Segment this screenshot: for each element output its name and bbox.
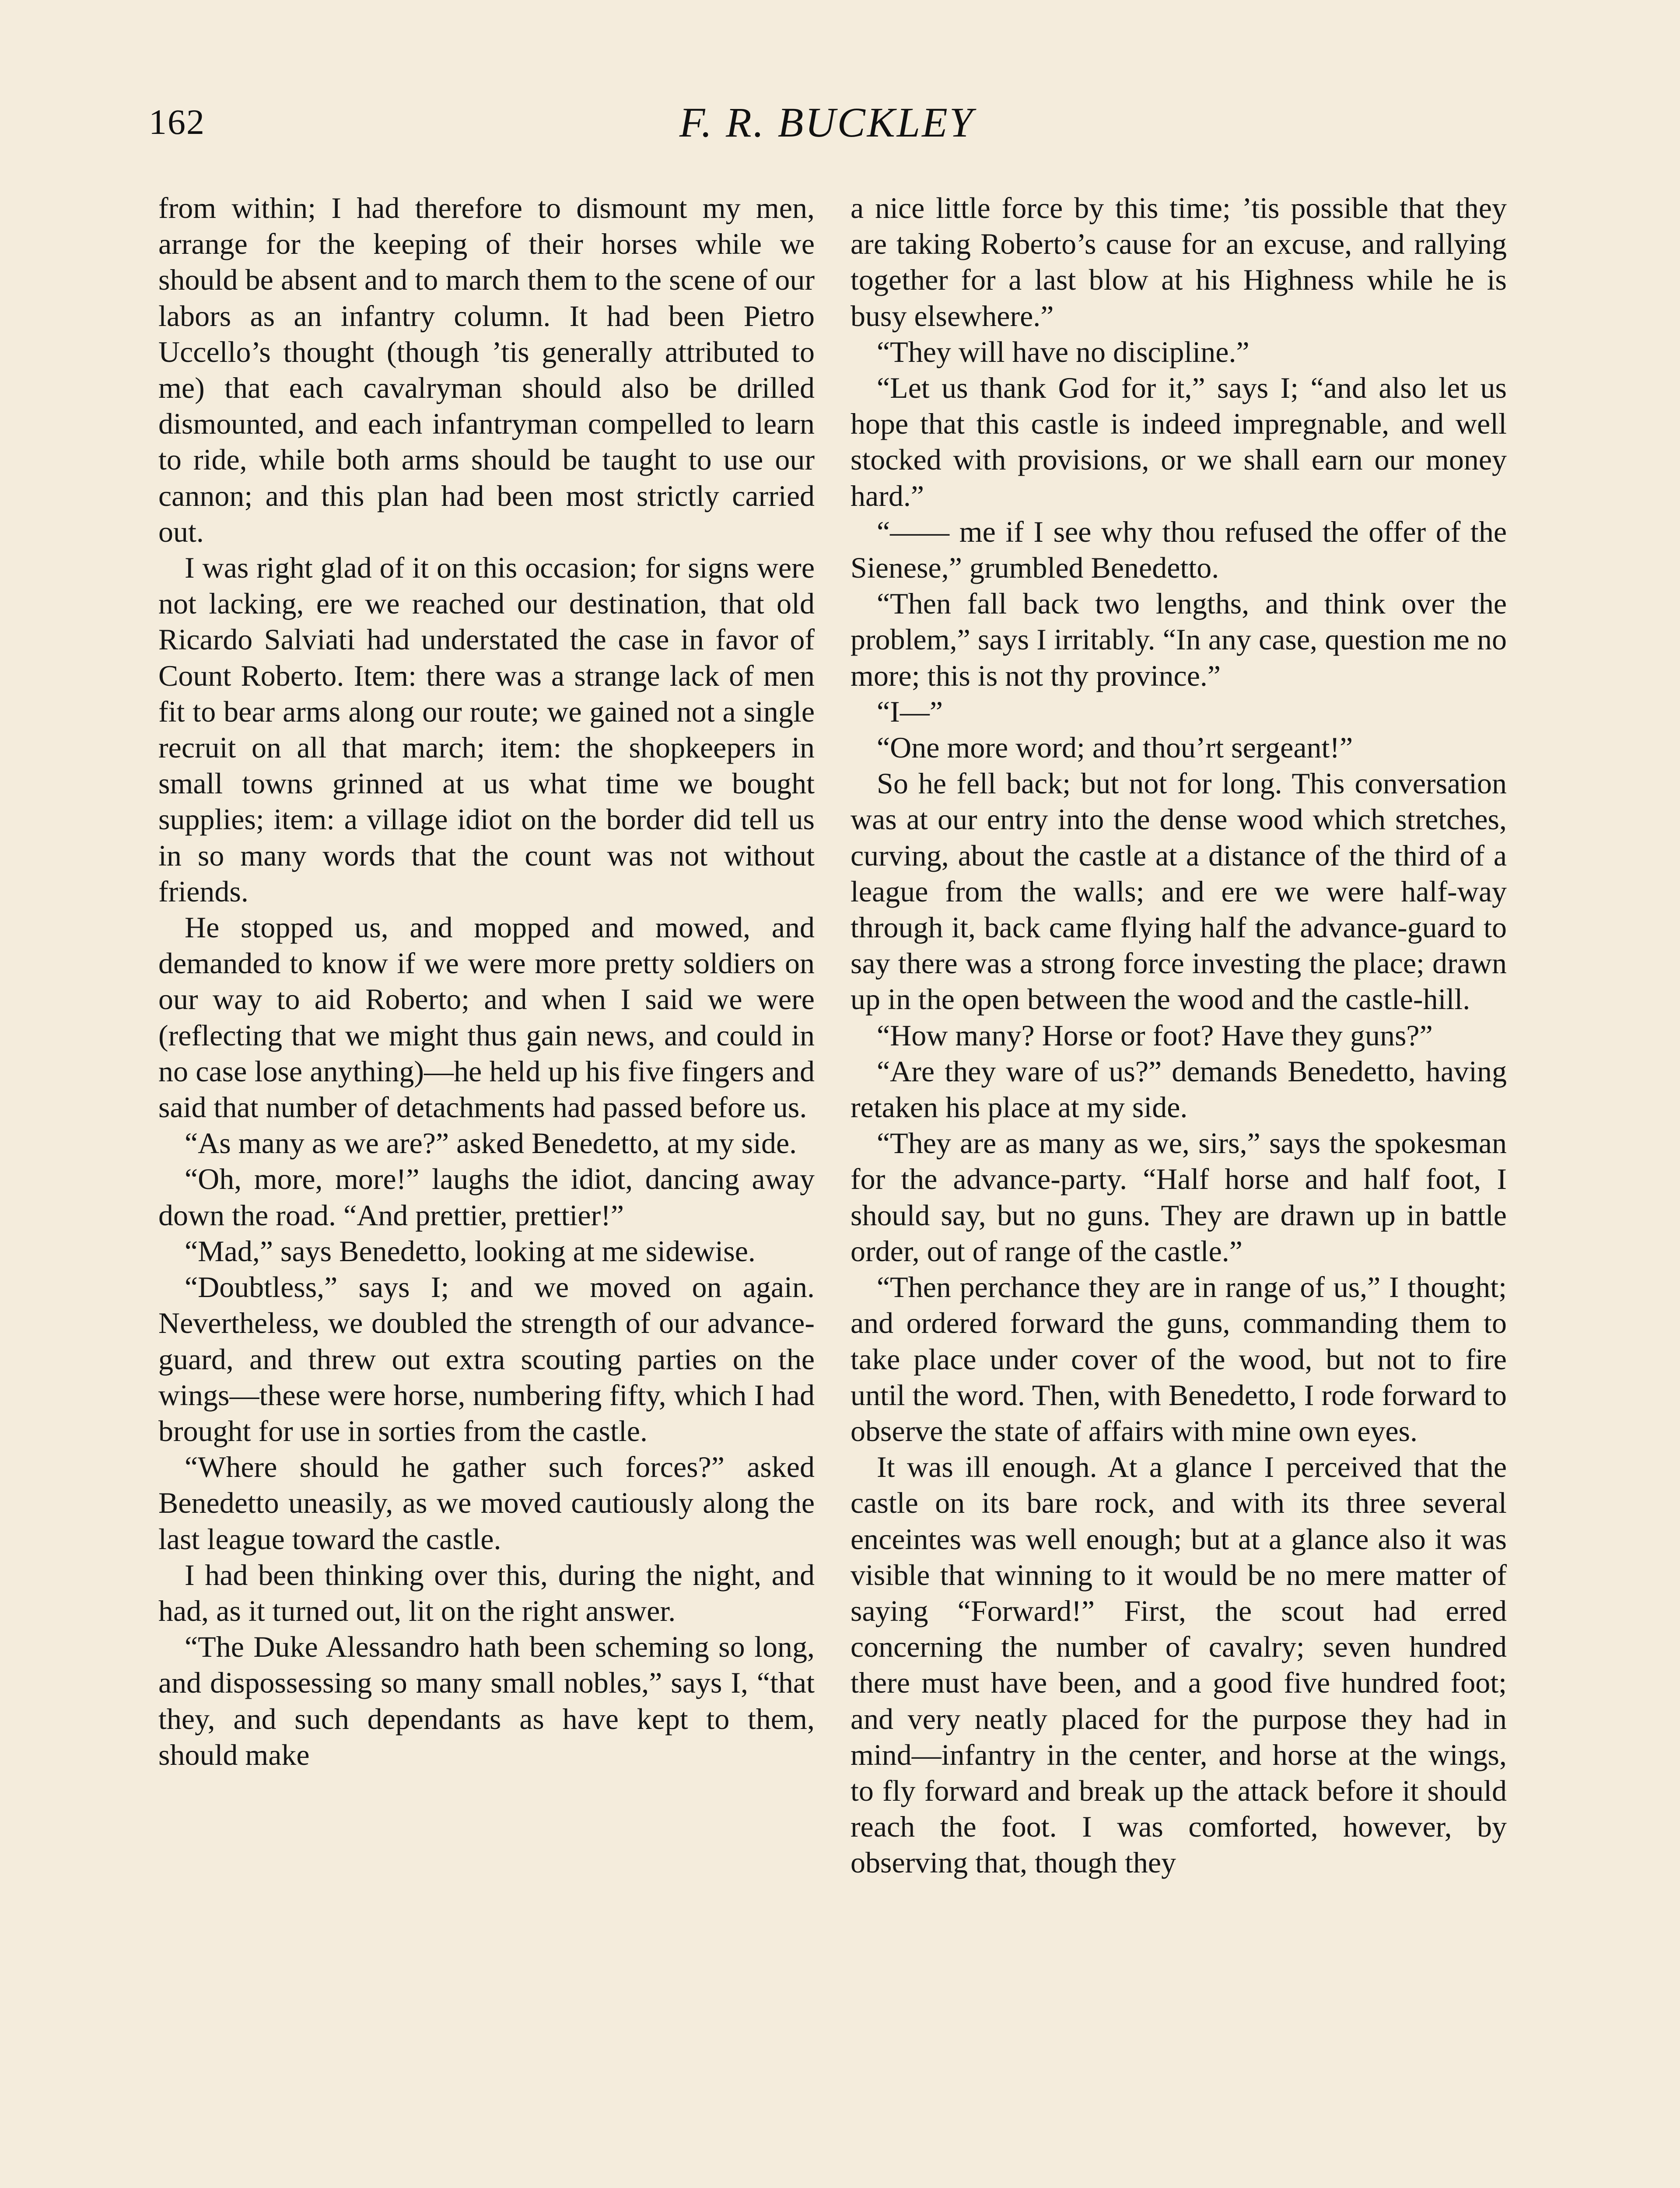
paragraph: “As many as we are?” asked Benedetto, at my side. xyxy=(185,1126,797,1160)
paragraph: “I—” xyxy=(877,694,943,728)
paragraph: “The Duke Alessandro hath been scheming so long, and dispossessing so many small nobles,” says I, “that they, and such dependants as have kept to them, should make xyxy=(158,1630,815,1771)
page-number: 162 xyxy=(149,102,205,142)
paragraph: It was ill enough. At a glance I perceived that the castle on its bare rock, and with its three several enceintes was well enough; but at a glance also it was visible that winning to it would be no mere matter of saying “Forward!” First, the scout had erred concerning the number of cavalry; seven hundred there must have been, and a good five hundred foot; and very neatly placed for the purpose they had in mind—infantry in the center, and horse at the wings, to fly forward and break up the attack before it should reach the foot. I was comforted, however, by observing that, though they xyxy=(850,1450,1507,1879)
paragraph: “—— me if I see why thou refused the offer of the Sienese,” grumbled Benedetto. xyxy=(850,515,1507,585)
paragraph: “Oh, more, more!” laughs the idiot, dancing away down the road. “And prettier, prettier!” xyxy=(158,1162,815,1232)
paragraph: “Then perchance they are in range of us,” I thought; and ordered forward the guns, commanding them to take place under cover of the wood, but not to fire until the word. Then, with Benedetto, I rode forward to observe the state of affairs with mine own eyes. xyxy=(850,1270,1507,1448)
paragraph: So he fell back; but not for long. This conversation was at our entry into the dense wood which stretches, curving, about the castle at a distance of the third of a league from the walls; and ere we were half-way through it, back came flying half the advance-guard to say there was a strong force investing the place; drawn up in the open between the wood and the castle-hill. xyxy=(850,767,1507,1016)
paragraph: “Are they ware of us?” demands Benedetto, having retaken his place at my side. xyxy=(850,1054,1507,1124)
paragraph: from within; I had therefore to dismount my men, arrange for the keeping of their horses while we should be absent and to march them to the scene of our labors as an infantry column. It had been Pietro Uccello’s thought (though ’tis generally attributed to me) that each cavalryman should also be drilled dismounted, and each infantryman compelled to learn to ride, while both arms should be taught to use our cannon; and this plan had been most strictly carried out. xyxy=(158,191,815,548)
paragraph: “They will have no discipline.” xyxy=(877,335,1250,368)
paragraph: He stopped us, and mopped and mowed, and demanded to know if we were more pretty soldiers on our way to aid Roberto; and when I said we were (reflecting that we might thus gain news, and could in no case lose anything)—he held up his five fingers and said that number of detachments had passed before us. xyxy=(158,911,815,1124)
running-title: F. R. BUCKLEY xyxy=(679,99,975,146)
paragraph: “They are as many as we, sirs,” says the spokesman for the advance-party. “Half horse and half foot, I should say, but no guns. They are drawn up in battle order, out of range of the castle.” xyxy=(850,1126,1507,1268)
paragraph: “Let us thank God for it,” says I; “and also let us hope that this castle is indeed impregnable, and well stocked with provisions, or we shall earn our money hard.” xyxy=(850,371,1507,512)
paragraph: “Where should he gather such forces?” asked Benedetto uneasily, as we moved cautiously along the last league toward the castle. xyxy=(158,1450,815,1556)
paragraph: “How many? Horse or foot? Have they guns?” xyxy=(877,1018,1433,1052)
paragraph: I had been thinking over this, during the night, and had, as it turned out, lit on the right answer. xyxy=(158,1558,815,1627)
paragraph: a nice little force by this time; ’tis possible that they are taking Roberto’s cause for an excuse, and rallying together for a last blow at his Highness while he is busy elsewhere.” xyxy=(850,191,1507,333)
right-column xyxy=(850,190,1507,1881)
left-column xyxy=(158,190,815,1773)
paragraph: “Mad,” says Benedetto, looking at me sidewise. xyxy=(185,1234,756,1268)
paragraph: “Then fall back two lengths, and think over the problem,” says I irritably. “In any case, question me no more; this is not thy province.” xyxy=(850,587,1507,692)
paragraph: “Doubtless,” says I; and we moved on again. Nevertheless, we doubled the strength of our advance-guard, and threw out extra scouting parties on the wings—these were horse, numbering fifty, which I had brought for use in sorties from the castle. xyxy=(158,1270,815,1448)
page-header xyxy=(149,99,1505,150)
paragraph: “One more word; and thou’rt sergeant!” xyxy=(877,731,1353,764)
paragraph: I was right glad of it on this occasion; for signs were not lacking, ere we reached our destination, that old Ricardo Salviati had understated the case in favor of Count Roberto. Item: there was a strange lack of men fit to bear arms along our route; we gained not a single recruit on all that march; item: the shopkeepers in small towns grinned at us what time we bought supplies; item: a village idiot on the border did tell us in so many words that the count was not without friends. xyxy=(158,551,815,908)
